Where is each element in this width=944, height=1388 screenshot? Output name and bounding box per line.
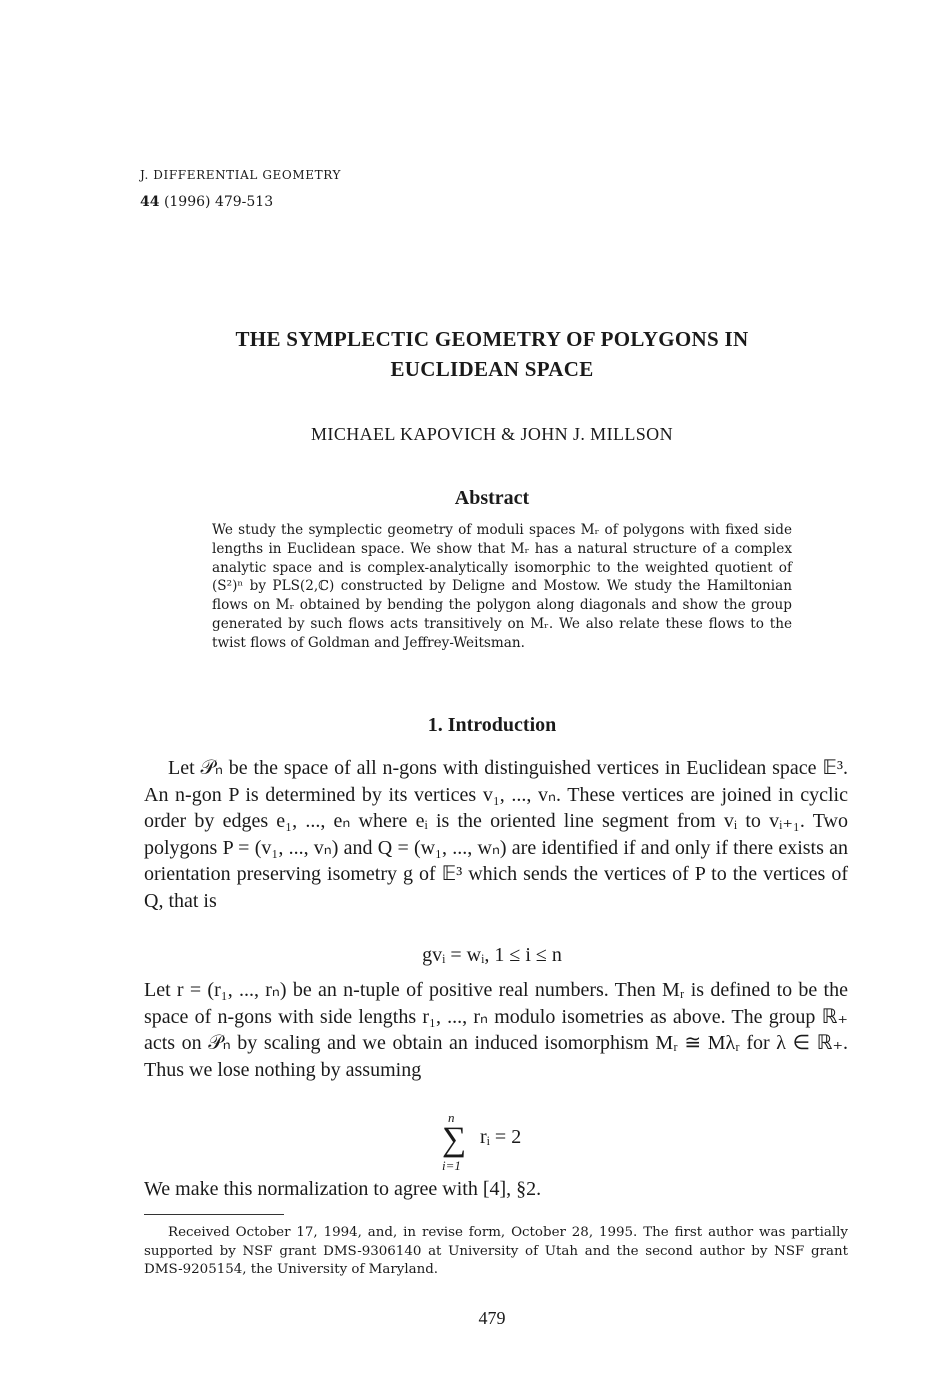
intro-paragraph-3: We make this normalization to agree with [4], §2. bbox=[144, 1178, 542, 1200]
footnote-text: Received October 17, 1994, and, in revise form, October 28, 1995. The first author was partially supported by NSF grant DMS-9306140 at University of Utah and the second author by NSF grant DMS-9205154, the University of Maryland. bbox=[144, 1225, 848, 1277]
title-line-2: EUCLIDEAN SPACE bbox=[390, 357, 594, 381]
abstract-heading: Abstract bbox=[454, 487, 530, 509]
volume-number: 44 bbox=[140, 194, 160, 210]
footnote-rule bbox=[144, 1214, 284, 1215]
sum-symbol: ∑ bbox=[442, 1121, 467, 1158]
intro-paragraph-1 bbox=[144, 755, 848, 915]
issue-pages: (1996) 479-513 bbox=[163, 194, 274, 210]
footnote bbox=[144, 1224, 848, 1280]
volume-info bbox=[140, 194, 273, 210]
sum-expression: rᵢ = 2 bbox=[480, 1126, 522, 1148]
abstract-text: We study the symplectic geometry of moduli spaces Mᵣ of polygons with fixed side lengths in Euclidean space. We show that Mᵣ has a natural structure of a complex analytic space and is complex-analytically isomorphic to the weighted quotient of (S²)ⁿ by PLS(2,ℂ) constructed by Deligne and Mostow. We study the Hamiltonian flows on Mᵣ obtained by bending the polygon along diagonals and show the group generated by such flows acts transitively on Mᵣ. We also relate these flows to the twist flows of Goldman and Jeffrey-Weitsman. bbox=[212, 522, 792, 651]
authors: MICHAEL KAPOVICH & JOHN J. MILLSON bbox=[311, 424, 673, 444]
page-number: 479 bbox=[478, 1308, 506, 1328]
sum-lower-limit: i=1 bbox=[442, 1158, 461, 1173]
title-line-1: THE SYMPLECTIC GEOMETRY OF POLYGONS IN bbox=[235, 327, 749, 351]
paper-title bbox=[120, 324, 864, 384]
intro-paragraph-2: Let r = (r₁, ..., rₙ) be an n-tuple of positive real numbers. Then Mᵣ is defined to be the space of n-gons with side lengths r₁, ..., rₙ modulo isometries as above. The group ℝ₊ acts on 𝒫ₙ by scaling and we obtain an induced isomorphism Mᵣ ≅ Mλᵣ for λ ∈ ℝ₊. Thus we lose nothing by assuming bbox=[144, 979, 848, 1081]
section-heading-introduction: 1. Introduction bbox=[427, 714, 557, 736]
equation-isometry: gvᵢ = wᵢ, 1 ≤ i ≤ n bbox=[422, 944, 562, 966]
sum-upper-limit: n bbox=[448, 1110, 455, 1125]
intro-paragraph-1-text: Let 𝒫ₙ be the space of all n-gons with distinguished vertices in Euclidean space 𝔼³. An n-gon P is determined by its vertices v₁, ..., vₙ. These vertices are joined in cyclic order by edges e₁, ..., eₙ where eᵢ is the oriented line segment from vᵢ to vᵢ₊₁. Two polygons P = (v₁, ..., vₙ) and Q = (w₁, ..., wₙ) are identified if and only if there exists an orientation preserving isometry g of 𝔼³ which sends the vertices of P to the vertices of Q, that is bbox=[144, 757, 848, 912]
equation-normalization bbox=[380, 1112, 620, 1176]
journal-name: J. DIFFERENTIAL GEOMETRY bbox=[140, 168, 341, 182]
